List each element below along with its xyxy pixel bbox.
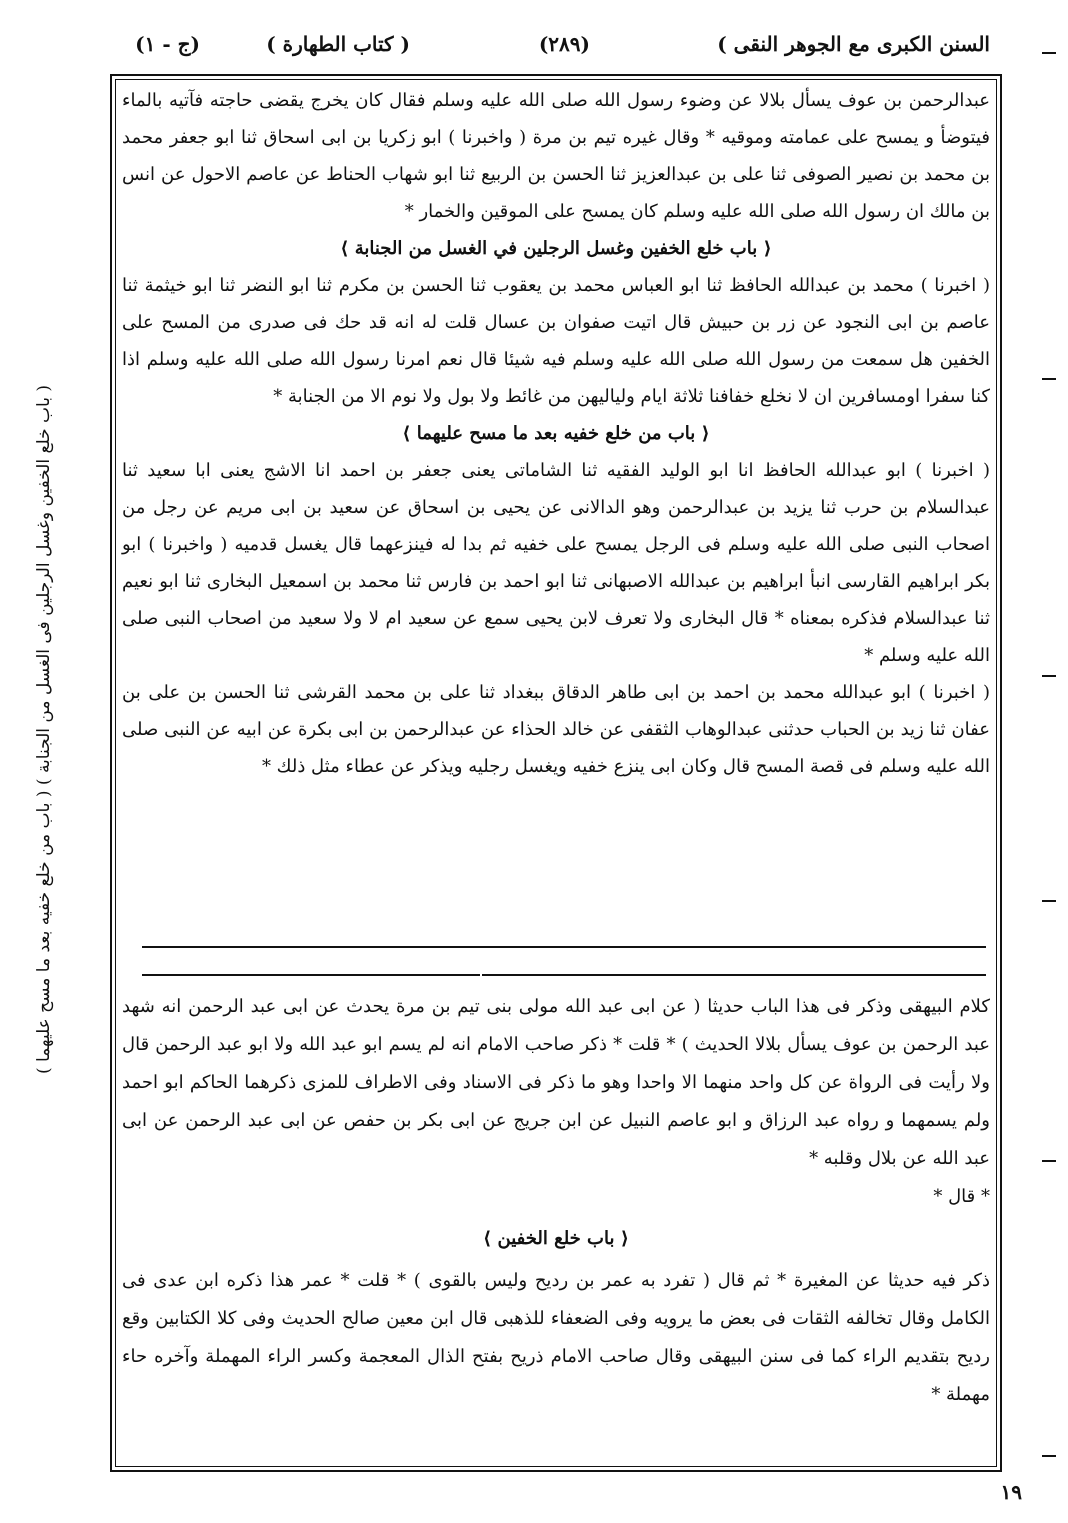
margin-note <box>24 260 64 1200</box>
commentary-notes <box>122 988 990 1458</box>
margin-tick <box>1042 675 1056 677</box>
page-frame <box>110 74 1002 1472</box>
note-label: * قال * <box>933 1186 990 1207</box>
divider <box>482 974 986 976</box>
margin-tick <box>1042 1160 1056 1162</box>
margin-tick <box>1042 1455 1056 1457</box>
divider <box>142 946 986 948</box>
margin-tick <box>1042 378 1056 380</box>
chapter-heading: ⟨ باب خلع الخفين وغسل الرجلين في الغسل من الجنابة ⟩ <box>122 230 990 267</box>
page-number: ١٩ <box>1000 1480 1022 1504</box>
header-title: السنن الكبرى مع الجوهر النقى ) <box>717 32 990 56</box>
paragraph: ( اخبرنا ) ابو عبدالله الحافظ انا ابو الوليد الفقيه ثنا الشاماتى يعنى جعفر بن احمد انا الاشج يعنى ابا سعيد ثنا عبدالسلام بن حرب ثنا يزيد بن عبدالرحمن وهو الدالانى عن يحيى بن اسحاق عن سعيد بن ابى مريم عن رجل من اصحاب النبى صلى الله عليه وسلم فى الرجل يمسح على خفيه ثم بدا له فينزعهما قال يغسل قدميه ( واخبرنا ) ابو بكر ابراهيم القارسى انبأ ابراهيم بن عبدالله الاصبهانى ثنا ابو احمد بن فارس ثنا محمد بن اسمعيل البخارى ثنا ابو نعيم ثنا عبدالسلام فذكره بمعناه * قال البخارى ولا تعرف لابن يحيى سمع عن سعيد ام لا ولا سعيد من اصحاب النبى صلى الله عليه وسلم * <box>122 460 990 666</box>
header-page-number: (٢٨٩) <box>538 32 590 56</box>
note-paragraph: كلام البيهقى وذكر فى هذا الباب حديثا ( عن ابى عبد الله مولى بنى تيم بن مرة يحدث عن ابى عبد الرحمن انه شهد عبد الرحمن بن عوف يسأل بلالا الحديث ) * قلت * ذكر صاحب الامام انه لم يسم ابو عبد الله ولا ابو عبد الرحمن قال ولا رأيت فى الرواة عن كل واحد منهما الا واحدا وهو ما ذكر فى الاسناد وفى الاطراف للمزى ذكرهما الحاكم ابو احمد ولم يسمهما و رواه عبد الرزاق و ابو عاصم النبيل عن ابن جريج عن ابى بكر بن حفص عن ابى عبد الرحمن عن ابى عبد الله عن بلال وقلبه * <box>122 996 990 1169</box>
paragraph: عبدالرحمن بن عوف يسأل بلالا عن وضوء رسول الله صلى الله عليه وسلم فقال كان يخرج يقضى حاجته فآتيه بالماء فيتوضأ و يمسح على عمامته وموقيه * وقال غيره تيم بن مرة ( واخبرنا ) ابو زكريا بن ابى اسحاق ثنا ابو جعفر محمد بن محمد بن نصير الصوفى ثنا على بن عبدالعزيز ثنا الحسن بن الربيع ثنا ابو شهاب الحناط عن عاصم الاحول عن انس بن مالك ان رسول الله صلى الله عليه وسلم كان يمسح على الموقين والخمار * <box>122 90 990 222</box>
main-text <box>122 82 990 940</box>
margin-note-text: ( باب خلع الخفين وغسل الرجلين فى الغسل من الجنابة ) ( باب من خلع خفيه بعد ما مسح عليهما ) <box>34 385 54 1075</box>
chapter-heading: ⟨ باب من خلع خفيه بعد ما مسح عليهما ⟩ <box>122 415 990 452</box>
header-volume: (ج - ١) <box>135 32 200 56</box>
header-book-title: ( كتاب الطهارة ) <box>266 32 410 56</box>
running-header <box>110 26 990 66</box>
divider <box>142 974 480 976</box>
note-heading: ⟨ باب خلع الخفين ⟩ <box>122 1220 990 1258</box>
margin-tick <box>1042 900 1056 902</box>
margin-tick <box>1042 52 1056 54</box>
note-paragraph: ذكر فيه حديثا عن المغيرة * ثم قال ( تفرد به عمر بن رديح وليس بالقوى ) * قلت * عمر هذا ذكره ابن عدى فى الكامل وقال تخالفه الثقات فى بعض ما يرويه وفى الضعفاء للذهبى قال ابن معين صالح الحديث وفى كلا الكتابين وقع رديح بتقديم الراء كما فى سنن البيهقى وقال صاحب الامام ذريح بفتح الذال المعجمة وكسر الراء المهملة وآخره حاء مهملة * <box>122 1270 991 1405</box>
paragraph: ( اخبرنا ) محمد بن عبدالله الحافظ ثنا ابو العباس محمد بن يعقوب ثنا الحسن بن مكرم ثنا ابو النضر ثنا ابو خيثمة ثنا عاصم بن ابى النجود عن زر بن حبيش قال اتيت صفوان بن عسال قلت له انه قد حك فى صدرى من المسح على الخفين هل سمعت من رسول الله صلى الله عليه وسلم فيه شيئا قال نعم امرنا رسول الله صلى الله عليه وسلم اذا كنا سفرا اومسافرين ان لا نخلع خفافنا ثلاثة ايام ولياليهن من غائط ولا بول ولا نوم الا من الجنابة * <box>122 275 990 407</box>
paragraph: ( اخبرنا ) ابو عبدالله محمد بن احمد بن ابى طاهر الدقاق ببغداد ثنا على بن محمد القرشى ثنا الحسن بن على بن عفان ثنا زيد بن الحباب حدثنى عبدالوهاب الثقفى عن خالد الحذاء عن عبدالرحمن بن ابى بكرة عن ابيه عن النبى صلى الله عليه وسلم فى قصة المسح قال وكان ابى ينزع خفيه ويغسل رجليه ويذكر عن عطاء مثل ذلك * <box>122 682 990 777</box>
